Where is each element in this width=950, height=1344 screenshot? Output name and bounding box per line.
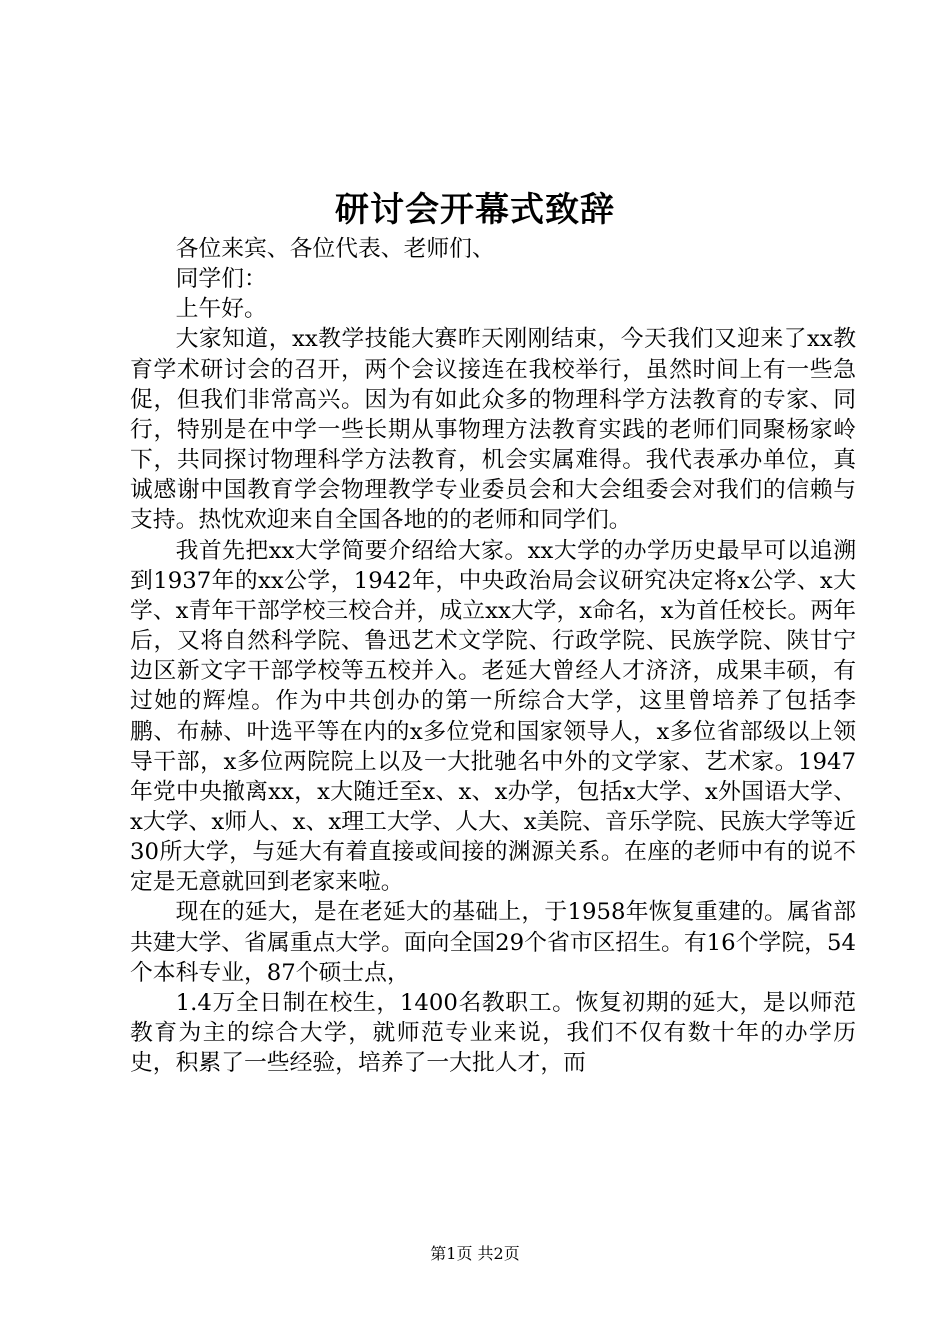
page-footer: 第1页 共2页 <box>430 1244 520 1263</box>
paragraph-university-history: 我首先把xx大学简要介绍给大家。xx大学的办学历史最早可以追溯到1937年的xx公学，1942年，中央政治局会议研究决定将x公学、x大学、x青年干部学校三校合并，成立xx大学，x命名，x为首任校长。两年后，又将自然科学院、鲁迅艺术文学院、行政学院、民族学院、陕甘宁边区新文字干部学校等五校并入。老延大曾经人才济济，成果丰硕，有过她的辉煌。作为中共创办的第一所综合大学，这里曾培养了包括李鹏、布赫、叶选平等在内的x多位党和国家领导人，x多位省部级以上领导干部，x多位两院院上以及一大批驰名中外的文学家、艺术家。1947年党中央撤离xx，x大随迁至x、x、x办学，包括x大学、x外国语大学、x大学、x师人、x、x理工大学、人大、x美院、音乐学院、民族大学等近30所大学，与延大有着直接或间接的渊源关系。在座的老师中有的说不定是无意就回到老家来啦。 <box>130 537 856 896</box>
document-body <box>130 234 856 1078</box>
paragraph-intro: 大家知道，xx教学技能大赛昨天刚刚结束，今天我们又迎来了xx教育学术研讨会的召开，两个会议接连在我校举行，虽然时间上有一些急促，但我们非常高兴。因为有如此众多的物理科学方法教育的专家、同行，特别是在中学一些长期从事物理方法教育实践的老师们同聚杨家岭下，共同探讨物理科学方法教育，机会实属难得。我代表承办单位，真诚感谢中国教育学会物理教学专业委员会和大会组委会对我们的信赖与支持。热忱欢迎来自全国各地的的老师和同学们。 <box>130 326 856 534</box>
paragraph-salutation-2: 同学们： <box>175 266 267 293</box>
document-title: 研讨会开幕式致辞 <box>335 190 615 230</box>
paragraph-salutation-1: 各位来宾、各位代表、老师们、 <box>175 236 495 262</box>
paragraph-current-status: 现在的延大，是在老延大的基础上，于1958年恢复重建的。属省部共建大学、省属重点大学。面向全国29个省市区招生。有16个学院，54个本科专业，87个硕士点， <box>130 899 856 986</box>
paragraph-enrollment: 1.4万全日制在校生，1400名教职工。恢复初期的延大，是以师范教育为主的综合大学，就师范专业来说，我们不仅有数十年的办学历史，积累了一些经验，培养了一大批人才，而 <box>130 989 856 1077</box>
paragraph-greeting: 上午好。 <box>175 296 267 323</box>
